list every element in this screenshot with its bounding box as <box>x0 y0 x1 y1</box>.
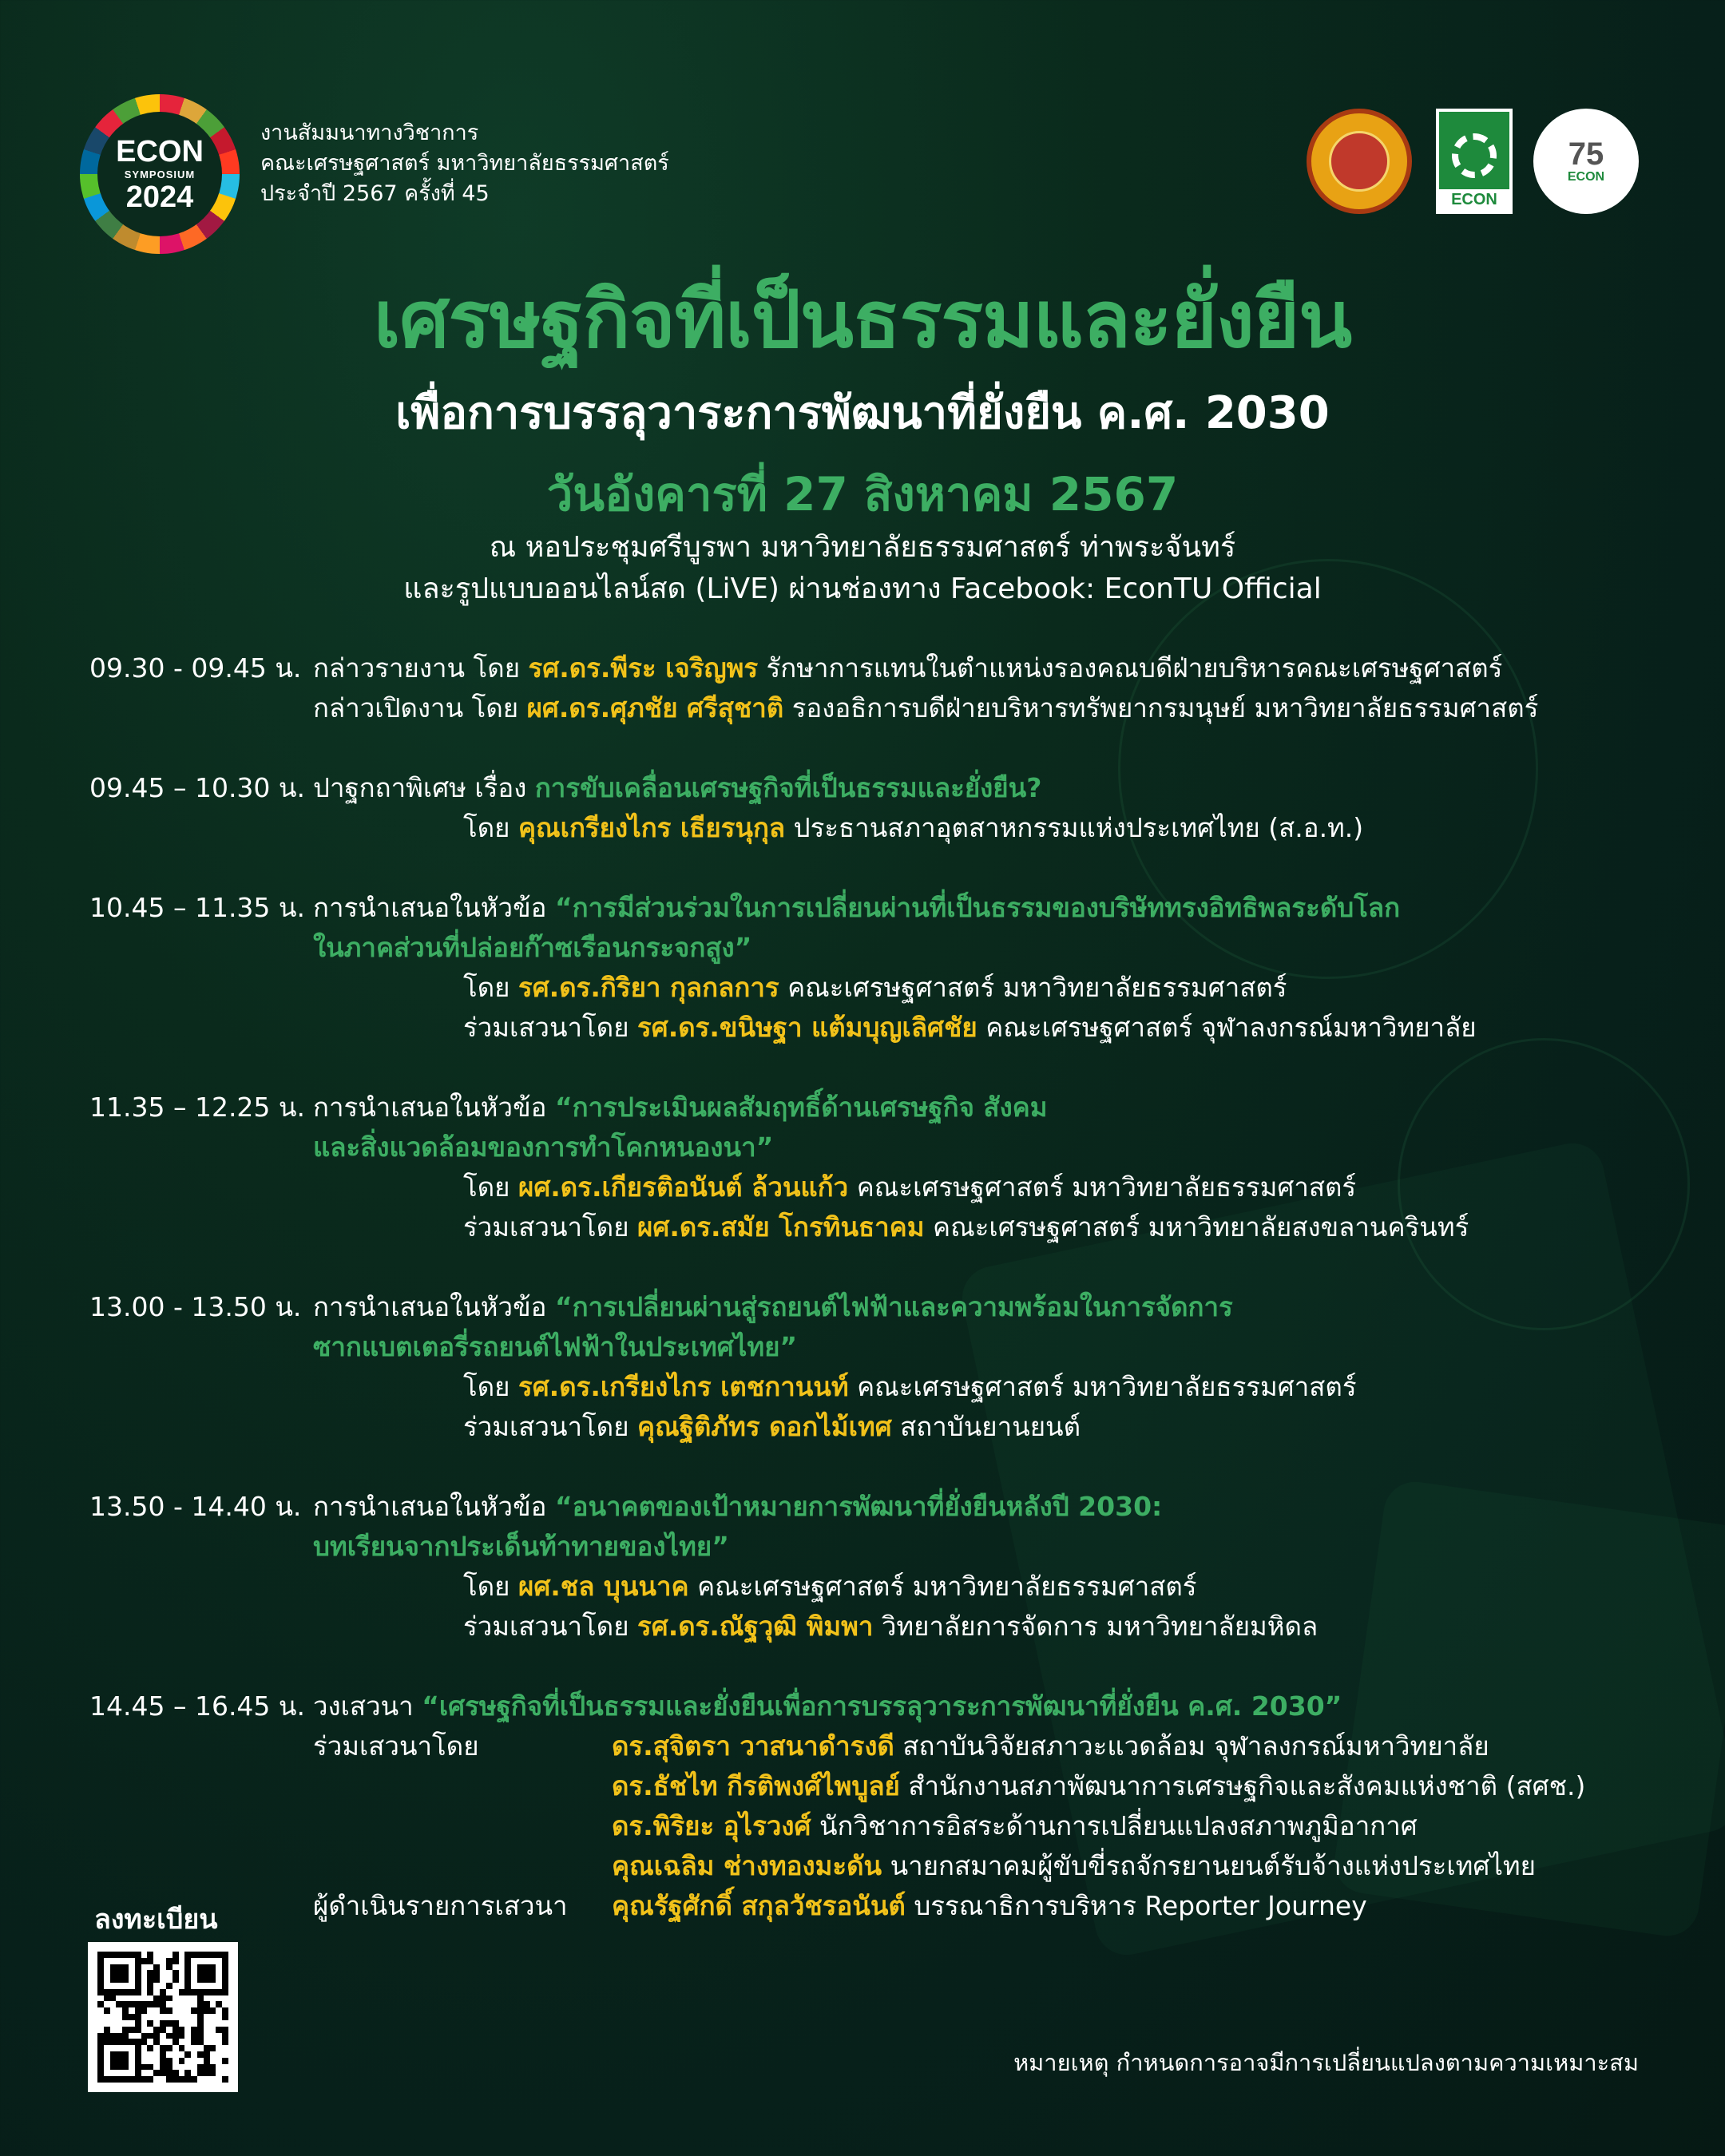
line-text: กล่าวเปิดงาน โดย <box>313 692 527 723</box>
session-topic: “การมีส่วนร่วมในการเปลี่ยนผ่านที่เป็นธรรมของบริษัททรงอิทธิพลระดับโลก <box>554 892 1401 923</box>
main-title: เศรษฐกิจที่เป็นธรรมและยั่งยืน <box>373 275 1352 366</box>
schedule-time: 10.45 – 11.35 น. <box>89 892 305 923</box>
schedule-line <box>313 688 1538 728</box>
panelists-label: ร่วมเสวนาโดย <box>313 1730 479 1762</box>
panelist-affiliation: สถาบันวิจัยสภาวะแวดล้อม จุฬาลงกรณ์มหาวิทยาลัย <box>894 1730 1489 1762</box>
gear-icon <box>1452 133 1497 178</box>
header-text <box>260 118 669 209</box>
venue-line-1: ณ หอประชุมศรีบูรพา มหาวิทยาลัยธรรมศาสตร์ ท่าพระจันทร์ <box>489 531 1236 564</box>
schedule-line <box>463 1207 1469 1247</box>
panelist <box>612 1806 1418 1846</box>
subtitle: เพื่อการบรรลุวาระการพัฒนาที่ยั่งยืน ค.ศ. 2030 <box>395 387 1330 439</box>
speaker-affiliation: สถาบันยานยนต์ <box>891 1411 1081 1442</box>
session-topic: ซากแบตเตอรี่รถยนต์ไฟฟ้าในประเทศไทย” <box>313 1331 798 1362</box>
anniversary-text: ECON <box>1567 170 1605 184</box>
line-text: โดย <box>463 1571 518 1602</box>
panelist <box>612 1766 1585 1806</box>
schedule-line <box>313 1287 1233 1327</box>
registration-qr-code[interactable] <box>88 1942 238 2092</box>
line-text: โดย <box>463 972 518 1003</box>
line-text: การนำเสนอในหัวข้อ <box>313 892 555 923</box>
schedule-line <box>463 1607 1318 1647</box>
speaker-affiliation: รักษาการแทนในตำแหน่งรองคณบดีฝ่ายบริหารคณะเศรษฐศาสตร์ <box>758 652 1503 684</box>
panelist-name: ดร.พิริยะ อุไรวงศ์ <box>612 1810 811 1841</box>
speaker-name: รศ.ดร.พีระ เจริญพร <box>528 652 759 684</box>
session-topic: บทเรียนจากประเด็นท้าทายของไทย” <box>313 1531 729 1562</box>
seal-center-icon <box>1329 131 1390 192</box>
line-text: โดย <box>463 812 518 843</box>
venue-line-2: และรูปแบบออนไลน์สด (LiVE) ผ่านช่องทาง Facebook: EconTU Official <box>403 573 1322 605</box>
header-line-2: คณะเศรษฐศาสตร์ มหาวิทยาลัยธรรมศาสตร์ <box>260 151 669 176</box>
background-ring <box>1398 1038 1690 1330</box>
panel-title-line <box>313 1686 1342 1726</box>
line-text: การนำเสนอในหัวข้อ <box>313 1291 555 1322</box>
schedule-line <box>463 1367 1357 1407</box>
speaker-affiliation: คณะเศรษฐศาสตร์ มหาวิทยาลัยสงขลานครินทร์ <box>924 1211 1469 1242</box>
schedule-time: 13.50 - 14.40 น. <box>89 1491 302 1522</box>
session-topic: ในภาคส่วนที่ปล่อยก๊าซเรือนกระจกสูง” <box>313 932 752 963</box>
speaker-name: ผศ.ดร.เกียรติอนันต์ ล้วนแก้ว <box>518 1171 849 1203</box>
schedule-line <box>463 1567 1197 1607</box>
schedule-line <box>463 808 1363 848</box>
schedule-time: 13.00 - 13.50 น. <box>89 1291 302 1322</box>
speaker-affiliation: คณะเศรษฐศาสตร์ มหาวิทยาลัยธรรมศาสตร์ <box>688 1571 1197 1602</box>
panelist-affiliation: นายกสมาคมผู้ขับขี่รถจักรยานยนต์รับจ้างแห่งประเทศไทย <box>882 1850 1537 1881</box>
logo-line-year: 2024 <box>125 180 194 214</box>
speaker-name: ผศ.ดร.สมัย โกรทินธาคม <box>637 1211 925 1242</box>
econ-75th-anniversary-logo <box>1533 109 1639 214</box>
speaker-affiliation: คณะเศรษฐศาสตร์ มหาวิทยาลัยธรรมศาสตร์ <box>848 1371 1357 1402</box>
line-text: ปาฐกถาพิเศษ เรื่อง <box>313 772 535 803</box>
schedule-time: 14.45 – 16.45 น. <box>89 1690 305 1722</box>
panelist-affiliation: นักวิชาการอิสระด้านการเปลี่ยนแปลงสภาพภูมิอากาศ <box>811 1810 1418 1841</box>
session-topic: “การเปลี่ยนผ่านสู่รถยนต์ไฟฟ้าและความพร้อมในการจัดการ <box>554 1291 1233 1322</box>
speaker-affiliation: คณะเศรษฐศาสตร์ จุฬาลงกรณ์มหาวิทยาลัย <box>977 1012 1477 1043</box>
schedule-line <box>313 1128 773 1167</box>
venue <box>0 527 1725 610</box>
moderator-name: คุณรัฐศักดิ์ สกุลวัชรอนันต์ <box>612 1890 906 1921</box>
schedule-time: 11.35 – 12.25 น. <box>89 1092 305 1123</box>
schedule-line <box>313 1088 1048 1128</box>
logo-text-block <box>97 112 222 236</box>
line-text: ร่วมเสวนาโดย <box>463 1211 638 1242</box>
speaker-affiliation: คณะเศรษฐศาสตร์ มหาวิทยาลัยธรรมศาสตร์ <box>779 972 1287 1003</box>
panelist-name: คุณเฉลิม ช่างทองมะดัน <box>612 1850 882 1881</box>
schedule-line <box>463 968 1287 1008</box>
session-topic: การขับเคลื่อนเศรษฐกิจที่เป็นธรรมและยั่งยืน? <box>534 772 1042 803</box>
econ-symposium-logo <box>80 94 240 254</box>
register-label: ลงทะเบียน <box>94 1904 218 1936</box>
speaker-affiliation: รองอธิการบดีฝ่ายบริหารทรัพยากรมนุษย์ มหาวิทยาลัยธรรมศาสตร์ <box>783 692 1539 723</box>
panelist <box>612 1846 1536 1886</box>
schedule-time: 09.30 - 09.45 น. <box>89 652 302 684</box>
econ-faculty-logo <box>1436 109 1513 214</box>
session-topic: “อนาคตของเป้าหมายการพัฒนาที่ยั่งยืนหลังปี 2030: <box>554 1491 1163 1522</box>
schedule-time: 09.45 – 10.30 น. <box>89 772 305 803</box>
econ-logo-text: ECON <box>1439 189 1509 211</box>
schedule-line <box>313 1527 729 1567</box>
event-date: วันอังคารที่ 27 สิงหาคม 2567 <box>546 467 1179 521</box>
moderator-affiliation: บรรณาธิการบริหาร Reporter Journey <box>905 1890 1367 1921</box>
schedule-line <box>313 1327 797 1367</box>
session-topic: “การประเมินผลสัมฤทธิ์ด้านเศรษฐกิจ สังคม <box>554 1092 1048 1123</box>
moderator <box>612 1886 1367 1926</box>
panelist-name: ดร.ธัชไท กีรติพงศ์ไพบูลย์ <box>612 1770 900 1801</box>
speaker-name: ผศ.ชล บุนนาค <box>518 1571 689 1602</box>
speaker-name: รศ.ดร.ขนิษฐา แต้มบุญเลิศชัย <box>637 1012 978 1043</box>
schedule-line <box>313 1487 1162 1527</box>
speaker-name: รศ.ดร.ณัฐวุฒิ พิมพา <box>637 1611 874 1642</box>
speaker-name: คุณเกรียงไกร เธียรนุกุล <box>518 812 786 843</box>
schedule-line <box>313 888 1400 928</box>
line-text: ร่วมเสวนาโดย <box>463 1012 638 1043</box>
schedule-line <box>313 928 751 968</box>
speaker-affiliation: วิทยาลัยการจัดการ มหาวิทยาลัยมหิดล <box>873 1611 1319 1642</box>
speaker-affiliation: ประธานสภาอุตสาหกรรมแห่งประเทศไทย (ส.อ.ท.) <box>785 812 1364 843</box>
schedule-line <box>463 1167 1356 1207</box>
session-topic: และสิ่งแวดล้อมของการทำโคกหนองนา” <box>313 1132 774 1163</box>
schedule-line <box>463 1407 1081 1447</box>
line-text: ร่วมเสวนาโดย <box>463 1411 638 1442</box>
logo-line-symposium: SYMPOSIUM <box>124 168 196 180</box>
schedule-line <box>463 1008 1477 1048</box>
panel-topic: “เศรษฐกิจที่เป็นธรรมและยั่งยืนเพื่อการบรรลุวาระการพัฒนาที่ยั่งยืน ค.ศ. 2030” <box>422 1690 1342 1722</box>
schedule-note: หมายเหตุ กำหนดการอาจมีการเปลี่ยนแปลงตามความเหมาะสม <box>1013 2049 1639 2076</box>
panel-label: วงเสวนา <box>313 1690 422 1722</box>
schedule-line <box>313 648 1502 688</box>
schedule-line <box>313 768 1041 808</box>
speaker-name: รศ.ดร.เกรียงไกร เตชกานนท์ <box>518 1371 849 1402</box>
logo-line-econ: ECON <box>116 134 204 168</box>
panelist-name: ดร.สุจิตรา วาสนาดำรงดี <box>612 1730 894 1762</box>
anniversary-number: 75 <box>1568 137 1604 172</box>
moderator-label: ผู้ดำเนินรายการเสวนา <box>313 1890 568 1921</box>
header-line-1: งานสัมมนาทางวิชาการ <box>260 121 479 145</box>
line-text: โดย <box>463 1171 518 1203</box>
header-line-3: ประจำปี 2567 ครั้งที่ 45 <box>260 181 490 206</box>
speaker-name: รศ.ดร.กิริยา กุลกลการ <box>518 972 779 1003</box>
panelist-affiliation: สำนักงานสภาพัฒนาการเศรษฐกิจและสังคมแห่งชาติ (สศช.) <box>899 1770 1586 1801</box>
qr-code-icon <box>97 1952 228 2083</box>
speaker-name: ผศ.ดร.ศุภชัย ศรีสุชาติ <box>526 692 784 723</box>
panelist <box>612 1726 1489 1766</box>
line-text: โดย <box>463 1371 518 1402</box>
line-text: ร่วมเสวนาโดย <box>463 1611 638 1642</box>
line-text: กล่าวรายงาน โดย <box>313 652 529 684</box>
line-text: การนำเสนอในหัวข้อ <box>313 1491 555 1522</box>
speaker-affiliation: คณะเศรษฐศาสตร์ มหาวิทยาลัยธรรมศาสตร์ <box>848 1171 1357 1203</box>
speaker-name: คุณฐิติภัทร ดอกไม้เทศ <box>637 1411 892 1442</box>
thammasat-university-seal <box>1307 109 1412 214</box>
line-text: การนำเสนอในหัวข้อ <box>313 1092 555 1123</box>
